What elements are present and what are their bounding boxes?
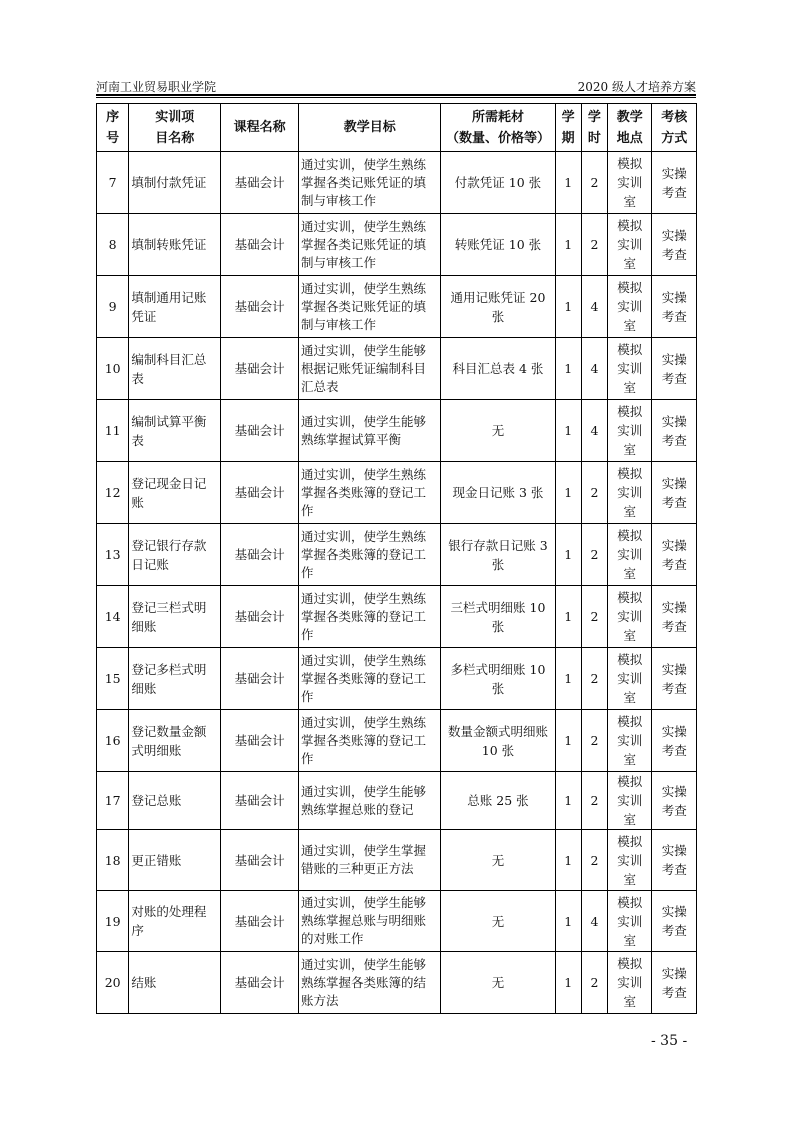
row-hours: 2 bbox=[581, 462, 607, 524]
row-teaching-goal: 通过实训，使学生能够熟练掌握总账的登记 bbox=[298, 772, 440, 830]
row-course-name: 基础会计 bbox=[221, 891, 299, 952]
table-row bbox=[97, 586, 697, 648]
row-course-name: 基础会计 bbox=[221, 772, 299, 830]
row-term: 1 bbox=[555, 830, 581, 891]
header-seq-line: 号 bbox=[106, 130, 120, 146]
row-hours: 4 bbox=[581, 276, 607, 338]
row-hours: 2 bbox=[581, 586, 607, 648]
row-location: 模拟实训室 bbox=[608, 462, 652, 524]
row-materials: 无 bbox=[441, 891, 555, 952]
header-seq bbox=[97, 104, 129, 152]
school-name: 河南工业贸易职业学院 bbox=[96, 80, 217, 94]
row-location: 模拟实训室 bbox=[608, 276, 652, 338]
row-term: 1 bbox=[555, 276, 581, 338]
row-teaching-goal: 通过实训，使学生掌握错账的三种更正方法 bbox=[298, 830, 440, 891]
row-seq: 12 bbox=[97, 462, 129, 524]
row-course-name: 基础会计 bbox=[221, 524, 299, 586]
row-hours: 2 bbox=[581, 772, 607, 830]
header-rule-thin bbox=[96, 97, 696, 98]
row-course-name: 基础会计 bbox=[221, 710, 299, 772]
table-row bbox=[97, 152, 697, 214]
row-seq: 19 bbox=[97, 891, 129, 952]
row-teaching-goal: 通过实训，使学生熟练掌握各类记账凭证的填制与审核工作 bbox=[298, 214, 440, 276]
row-term: 1 bbox=[555, 952, 581, 1014]
training-projects-table bbox=[96, 103, 697, 1014]
header-project-name-line: 实训项 bbox=[155, 109, 195, 125]
row-term: 1 bbox=[555, 710, 581, 772]
row-teaching-goal: 通过实训，使学生熟练掌握各类账簿的登记工作 bbox=[298, 462, 440, 524]
row-term: 1 bbox=[555, 338, 581, 400]
row-seq: 14 bbox=[97, 586, 129, 648]
header-term-line: 期 bbox=[561, 130, 575, 146]
row-assessment: 实操考查 bbox=[652, 276, 697, 338]
header-location-line: 教学 bbox=[616, 109, 643, 125]
row-teaching-goal: 通过实训，使学生能够熟练掌握试算平衡 bbox=[298, 400, 440, 462]
header-hours-line: 时 bbox=[587, 130, 601, 146]
row-assessment: 实操考查 bbox=[652, 462, 697, 524]
header-hours bbox=[581, 104, 607, 152]
header-course-name-line: 课程名称 bbox=[233, 120, 286, 135]
row-seq: 7 bbox=[97, 152, 129, 214]
table-body bbox=[97, 152, 697, 1014]
row-materials: 三栏式明细账 10 张 bbox=[441, 586, 555, 648]
row-seq: 16 bbox=[97, 710, 129, 772]
row-materials: 付款凭证 10 张 bbox=[441, 152, 555, 214]
page-header bbox=[96, 76, 696, 96]
row-materials: 通用记账凭证 20 张 bbox=[441, 276, 555, 338]
row-hours: 2 bbox=[581, 214, 607, 276]
row-materials: 总账 25 张 bbox=[441, 772, 555, 830]
row-course-name: 基础会计 bbox=[221, 648, 299, 710]
row-term: 1 bbox=[555, 152, 581, 214]
row-course-name: 基础会计 bbox=[221, 152, 299, 214]
table-row bbox=[97, 891, 697, 952]
header-teaching-goal bbox=[298, 104, 440, 152]
row-location: 模拟实训室 bbox=[608, 772, 652, 830]
row-term: 1 bbox=[555, 400, 581, 462]
row-course-name: 基础会计 bbox=[221, 338, 299, 400]
header-rule-thick bbox=[96, 94, 696, 96]
row-course-name: 基础会计 bbox=[221, 276, 299, 338]
table-row bbox=[97, 214, 697, 276]
header-teaching-goal-line: 教学目标 bbox=[343, 120, 396, 135]
header-materials-line: （数量、价格等） bbox=[445, 130, 550, 146]
row-materials: 多栏式明细账 10 张 bbox=[441, 648, 555, 710]
table-row bbox=[97, 710, 697, 772]
row-location: 模拟实训室 bbox=[608, 710, 652, 772]
row-seq: 20 bbox=[97, 952, 129, 1014]
row-location: 模拟实训室 bbox=[608, 152, 652, 214]
header-materials-line: 所需耗材 bbox=[471, 109, 524, 125]
row-hours: 4 bbox=[581, 338, 607, 400]
table-row bbox=[97, 772, 697, 830]
row-teaching-goal: 通过实训，使学生熟练掌握各类账簿的登记工作 bbox=[298, 648, 440, 710]
row-assessment: 实操考查 bbox=[652, 772, 697, 830]
row-assessment: 实操考查 bbox=[652, 710, 697, 772]
row-location: 模拟实训室 bbox=[608, 648, 652, 710]
row-seq: 17 bbox=[97, 772, 129, 830]
table-row bbox=[97, 400, 697, 462]
table-row bbox=[97, 648, 697, 710]
header-term-line: 学 bbox=[561, 109, 575, 125]
table-row bbox=[97, 524, 697, 586]
row-hours: 2 bbox=[581, 152, 607, 214]
row-project-name: 登记多栏式明细账 bbox=[129, 648, 221, 710]
row-location: 模拟实训室 bbox=[608, 891, 652, 952]
row-hours: 2 bbox=[581, 830, 607, 891]
row-materials: 现金日记账 3 张 bbox=[441, 462, 555, 524]
row-assessment: 实操考查 bbox=[652, 214, 697, 276]
row-course-name: 基础会计 bbox=[221, 586, 299, 648]
header-assessment-line: 方式 bbox=[661, 130, 688, 146]
row-assessment: 实操考查 bbox=[652, 830, 697, 891]
header-assessment-line: 考核 bbox=[661, 109, 688, 125]
row-teaching-goal: 通过实训，使学生熟练掌握各类记账凭证的填制与审核工作 bbox=[298, 152, 440, 214]
row-assessment: 实操考查 bbox=[652, 152, 697, 214]
row-location: 模拟实训室 bbox=[608, 830, 652, 891]
row-assessment: 实操考查 bbox=[652, 524, 697, 586]
row-teaching-goal: 通过实训，使学生能够熟练掌握总账与明细账的对账工作 bbox=[298, 891, 440, 952]
row-seq: 15 bbox=[97, 648, 129, 710]
row-location: 模拟实训室 bbox=[608, 586, 652, 648]
table-row bbox=[97, 276, 697, 338]
row-location: 模拟实训室 bbox=[608, 524, 652, 586]
row-materials: 无 bbox=[441, 952, 555, 1014]
row-hours: 2 bbox=[581, 710, 607, 772]
header-assessment bbox=[652, 104, 697, 152]
header-term bbox=[555, 104, 581, 152]
table-row bbox=[97, 952, 697, 1014]
row-seq: 9 bbox=[97, 276, 129, 338]
row-project-name: 更正错账 bbox=[129, 830, 221, 891]
table-row bbox=[97, 338, 697, 400]
row-course-name: 基础会计 bbox=[221, 400, 299, 462]
row-project-name: 填制付款凭证 bbox=[129, 152, 221, 214]
row-seq: 13 bbox=[97, 524, 129, 586]
row-seq: 8 bbox=[97, 214, 129, 276]
row-location: 模拟实训室 bbox=[608, 338, 652, 400]
row-project-name: 登记现金日记账 bbox=[129, 462, 221, 524]
row-hours: 2 bbox=[581, 952, 607, 1014]
row-project-name: 登记总账 bbox=[129, 772, 221, 830]
row-teaching-goal: 通过实训，使学生熟练掌握各类记账凭证的填制与审核工作 bbox=[298, 276, 440, 338]
row-hours: 4 bbox=[581, 400, 607, 462]
row-course-name: 基础会计 bbox=[221, 214, 299, 276]
row-term: 1 bbox=[555, 214, 581, 276]
header-location-line: 地点 bbox=[616, 130, 643, 146]
row-location: 模拟实训室 bbox=[608, 214, 652, 276]
row-materials: 数量金额式明细账 10 张 bbox=[441, 710, 555, 772]
row-teaching-goal: 通过实训，使学生熟练掌握各类账簿的登记工作 bbox=[298, 524, 440, 586]
row-course-name: 基础会计 bbox=[221, 462, 299, 524]
row-project-name: 填制通用记账凭证 bbox=[129, 276, 221, 338]
row-hours: 2 bbox=[581, 648, 607, 710]
row-materials: 银行存款日记账 3 张 bbox=[441, 524, 555, 586]
row-course-name: 基础会计 bbox=[221, 952, 299, 1014]
row-term: 1 bbox=[555, 648, 581, 710]
row-teaching-goal: 通过实训，使学生熟练掌握各类账簿的登记工作 bbox=[298, 586, 440, 648]
row-hours: 4 bbox=[581, 891, 607, 952]
table-row bbox=[97, 830, 697, 891]
row-project-name: 对账的处理程序 bbox=[129, 891, 221, 952]
header-seq-line: 序 bbox=[106, 109, 120, 125]
row-assessment: 实操考查 bbox=[652, 891, 697, 952]
row-seq: 10 bbox=[97, 338, 129, 400]
row-term: 1 bbox=[555, 772, 581, 830]
header-course-name bbox=[221, 104, 299, 152]
row-location: 模拟实训室 bbox=[608, 400, 652, 462]
header-materials bbox=[441, 104, 555, 152]
row-assessment: 实操考查 bbox=[652, 400, 697, 462]
row-project-name: 编制试算平衡表 bbox=[129, 400, 221, 462]
table-header-row bbox=[97, 104, 697, 152]
table-row bbox=[97, 462, 697, 524]
row-project-name: 编制科目汇总表 bbox=[129, 338, 221, 400]
row-teaching-goal: 通过实训，使学生熟练掌握各类账簿的登记工作 bbox=[298, 710, 440, 772]
row-assessment: 实操考查 bbox=[652, 338, 697, 400]
row-term: 1 bbox=[555, 891, 581, 952]
row-term: 1 bbox=[555, 462, 581, 524]
row-seq: 18 bbox=[97, 830, 129, 891]
row-materials: 无 bbox=[441, 400, 555, 462]
header-project-name bbox=[129, 104, 221, 152]
row-project-name: 登记三栏式明细账 bbox=[129, 586, 221, 648]
row-location: 模拟实训室 bbox=[608, 952, 652, 1014]
row-materials: 转账凭证 10 张 bbox=[441, 214, 555, 276]
row-project-name: 登记数量金额式明细账 bbox=[129, 710, 221, 772]
row-materials: 无 bbox=[441, 830, 555, 891]
row-materials: 科目汇总表 4 张 bbox=[441, 338, 555, 400]
row-project-name: 登记银行存款日记账 bbox=[129, 524, 221, 586]
row-seq: 11 bbox=[97, 400, 129, 462]
row-teaching-goal: 通过实训，使学生能够根据记账凭证编制科目汇总表 bbox=[298, 338, 440, 400]
row-project-name: 结账 bbox=[129, 952, 221, 1014]
row-term: 1 bbox=[555, 586, 581, 648]
program-title: 2020 级人才培养方案 bbox=[577, 80, 696, 94]
header-location bbox=[608, 104, 652, 152]
row-assessment: 实操考查 bbox=[652, 952, 697, 1014]
header-hours-line: 学 bbox=[587, 109, 601, 125]
row-assessment: 实操考查 bbox=[652, 586, 697, 648]
row-hours: 2 bbox=[581, 524, 607, 586]
header-project-name-line: 目名称 bbox=[155, 130, 195, 146]
page-number: - 35 - bbox=[651, 1033, 688, 1049]
row-teaching-goal: 通过实训，使学生能够熟练掌握各类账簿的结账方法 bbox=[298, 952, 440, 1014]
row-assessment: 实操考查 bbox=[652, 648, 697, 710]
row-course-name: 基础会计 bbox=[221, 830, 299, 891]
row-term: 1 bbox=[555, 524, 581, 586]
row-project-name: 填制转账凭证 bbox=[129, 214, 221, 276]
